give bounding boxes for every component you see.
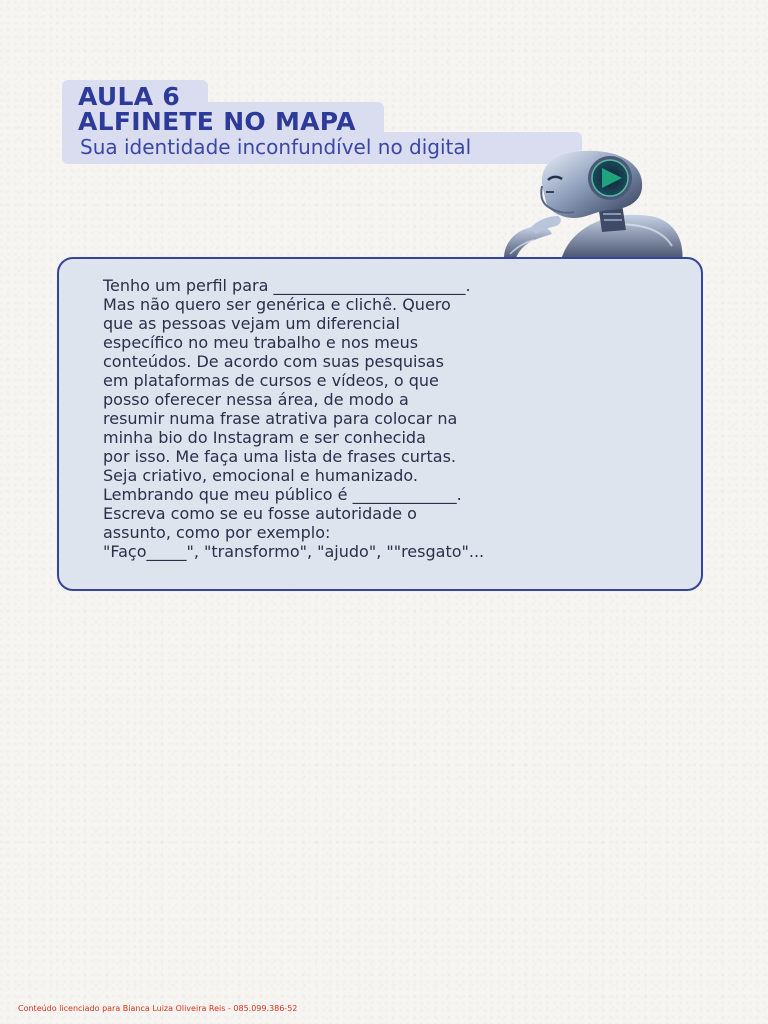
prompt-line: Tenho um perfil para ________________________. [103,276,471,295]
prompt-line: minha bio do Instagram e ser conhecida [103,428,426,447]
prompt-line: assunto, como por exemplo: [103,523,331,542]
prompt-line: resumir numa frase atrativa para colocar na [103,409,458,428]
prompt-line: conteúdos. De acordo com suas pesquisas [103,352,444,371]
lesson-subtitle: Sua identidade inconfundível no digital [80,135,472,159]
prompt-line: por isso. Me faça uma lista de frases curtas. [103,447,456,466]
robot-thinking-illustration [490,146,690,264]
prompt-card [57,257,703,591]
prompt-line: Lembrando que meu público é _____________. [103,485,462,504]
prompt-line: que as pessoas vejam um diferencial [103,314,400,333]
prompt-line: Mas não quero ser genérica e clichê. Quero [103,295,451,314]
prompt-line: Seja criativo, emocional e humanizado. [103,466,418,485]
prompt-line: específico no meu trabalho e nos meus [103,333,419,352]
license-footer: Conteúdo licenciado para Bianca Luiza Oliveira Reis - 085.099.386-52 [18,1004,298,1013]
prompt-line: em plataformas de cursos e vídeos, o que [103,371,439,390]
lesson-number: AULA 6 [78,82,181,111]
prompt-line: posso oferecer nessa área, de modo a [103,390,409,409]
prompt-text [103,276,673,561]
prompt-line: "Faço_____", "transformo", "ajudo", ""resgato"... [103,542,485,561]
prompt-line: Escreva como se eu fosse autoridade o [103,504,417,523]
lesson-title: ALFINETE NO MAPA [78,107,356,136]
